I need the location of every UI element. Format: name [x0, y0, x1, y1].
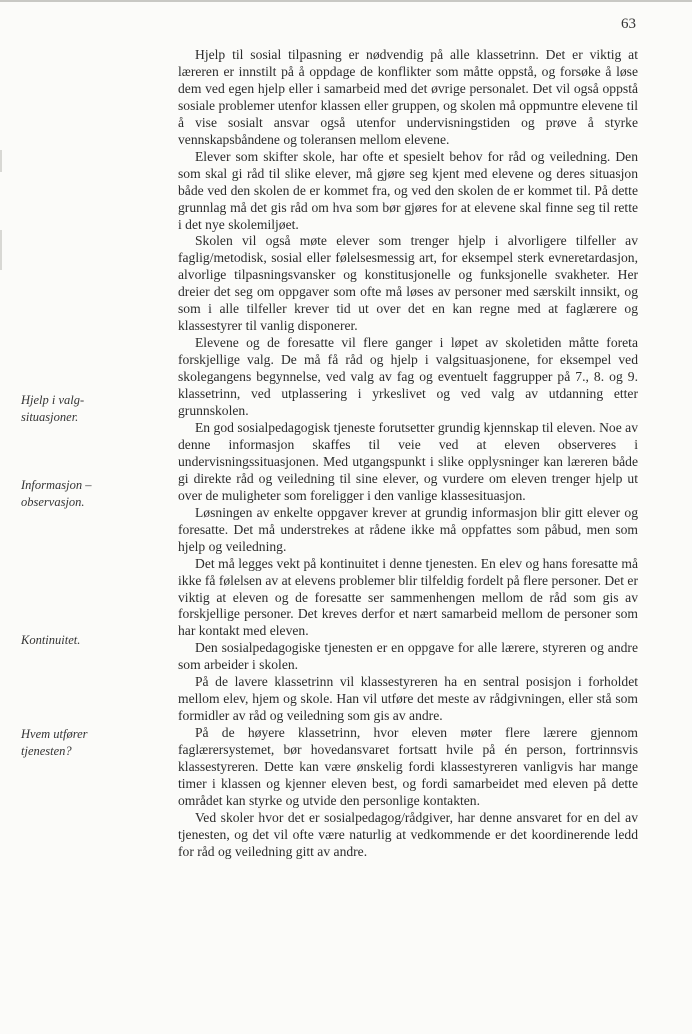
margin-note-informasjon: Informasjon – observasjon.: [21, 478, 92, 509]
paragraph: Skolen vil også møte elever som trenger hjelp i alvorligere tilfeller av faglig/metodisk, sosial eller følelsesmessig art, for eksempel sterk evneretardasjon, alvorlige tilpasningsvansker og konstitusjonelle og funksjonelle svakheter. Her dreier det seg om oppgaver som ofte må løses av personer med særskilt innsikt, og som i alle tilfeller krever tid ut over det en kan regne med at faglærere og klassestyrer til vanlig disponerer.: [178, 233, 638, 334]
paragraph: Elever som skifter skole, har ofte et spesielt behov for råd og veiledning. Den som skal gi råd til slike elever, må gjøre seg kjent med elevene og deres situasjon både ved den skolen de er kommet fra, og ved den skolen de er kommet til. På dette grunnlag må det gis råd om hva som bør gjøres for at elevene skal finne seg til rette i det nye skolemiljøet.: [178, 148, 638, 232]
paragraph: Elevene og de foresatte vil flere ganger i løpet av skoletiden måtte foreta forskjellige valg. De må få råd og hjelp i valgsituasjonene, for eksempel ved skolegangens begynnelse, ved valg av fag og eventuelt faggrupper på 7., 8. og 9. klassetrinn, ved utplassering i yrkeslivet og ved valg av utdanning etter grunnskolen.: [178, 335, 638, 419]
paragraph: På de høyere klassetrinn, hvor eleven møter flere lærere gjennom faglærersystemet, bør hovedansvaret fortsatt hvile på én person, fortrinnsvis klassestyreren. Dette kan være ønskelig fordi klassestyreren vanligvis har mange timer i klassen og kjenner eleven best, og fordi samarbeidet med eleven på dette området kan styrke og utvide den personlige kontakten.: [178, 725, 638, 808]
paragraph: Den sosialpedagogiske tjenesten er en oppgave for alle lærere, styreren og andre som arbeider i skolen.: [178, 640, 638, 673]
page-edge-shadow: [0, 230, 2, 270]
paragraph: Ved skoler hvor det er sosialpedagog/rådgiver, har denne ansvaret for en del av tjenesten, og det vil ofte være naturlig at vedkommende er det koordinerende ledd for råd og veiledning gitt av andre.: [178, 809, 638, 859]
paragraph: En god sosialpedagogisk tjeneste forutsetter grundig kjennskap til eleven. Noe av denne informasjon skaffes til veie ved at eleven observeres i undervisningssituasjonen. Med utgangspunkt i slike opplysninger kan læreren både gi direkte råd og veiledning til sine elever, og vurdere om eleven trenger hjelp ut over de muligheter som foreligger i den vanlige klassesituasjon.: [178, 419, 638, 503]
margin-note-valgsituasjoner: Hjelp i valg- situasjoner.: [21, 393, 85, 424]
margin-note-kontinuitet: Kontinuitet.: [21, 633, 81, 647]
paragraph: På de lavere klassetrinn vil klassestyreren ha en sentral posisjon i forholdet mellom elev, hjem og skole. Han vil utføre det meste av rådgivningen, eller stå som formidler av råd og veiledning som gis av andre.: [178, 674, 638, 724]
page-edge-shadow: [0, 150, 2, 172]
paragraph: Løsningen av enkelte oppgaver krever at grundig informasjon blir gitt elever og foresatte. Det må understrekes at rådene ikke må oppfattes som påbud, men som hjelp og veiledning.: [178, 504, 638, 554]
margin-note-hvem-utforer: Hvem utfører tjenesten?: [21, 727, 88, 758]
page-top-edge: [0, 0, 692, 2]
page-number: 63: [621, 16, 636, 32]
paragraph: Hjelp til sosial tilpasning er nødvendig på alle klassetrinn. Det er viktig at læreren er innstilt på å oppdage de konflikter som måtte oppstå, og forsøke å løse dem ved egen hjelp eller i samarbeid med det øvrige personalet. Det vil også oppstå sosiale problemer utenfor klassen eller gruppen, og skolen må oppmuntre elevene til å vise sosialt ansvar også utenfor undervisningstiden og prøve å styrke vennskapsbåndene og toleransen mellom elevene.: [178, 47, 638, 147]
paragraph: Det må legges vekt på kontinuitet i denne tjenesten. En elev og hans foresatte må ikke få følelsen av at elevens problemer blir tilfeldig fordelt på flere personer. Det er viktig at eleven og de foresatte ser sammenhengen mellom de råd som gis av forskjellige personer. Det kreves derfor et nært samarbeid mellom de personer som har kontakt med eleven.: [178, 555, 638, 639]
body-text: [178, 47, 638, 861]
